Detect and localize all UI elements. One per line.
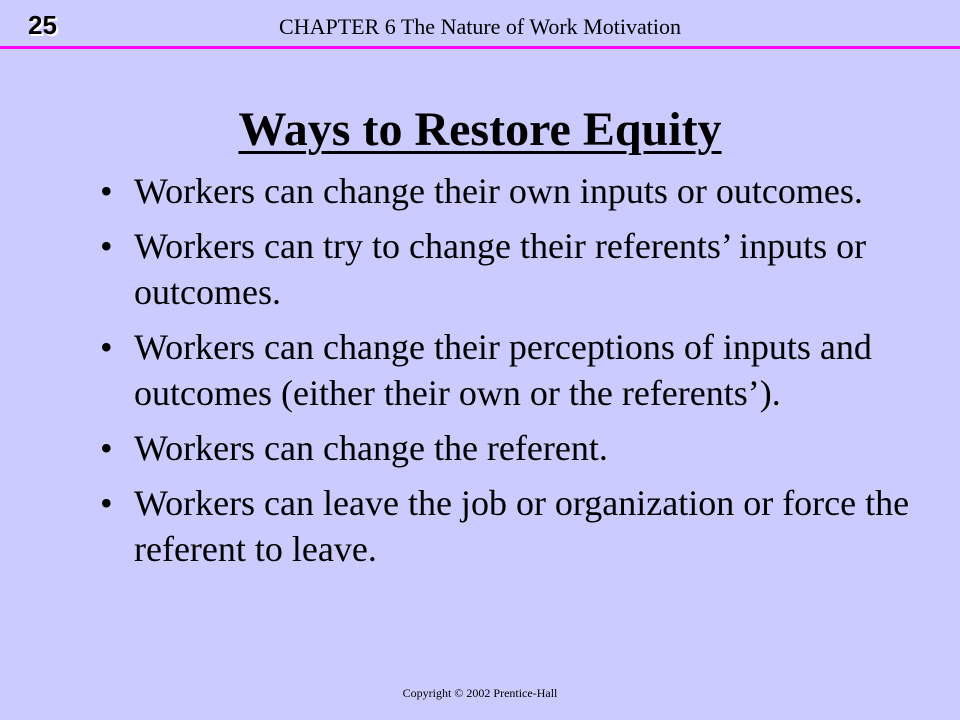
copyright-footer: Copyright © 2002 Prentice-Hall: [402, 686, 558, 700]
bullet-dot-icon: •: [100, 226, 113, 266]
slide-title: [0, 100, 960, 160]
bullet-text: Workers can change the referent.: [134, 428, 608, 468]
bullet-text: Workers can leave the job or organization or force the referent to leave.: [134, 483, 910, 569]
slide-title-text: Ways to Restore Equity: [238, 103, 722, 156]
bullet-item: [100, 480, 940, 572]
bullet-dot-icon: •: [100, 327, 113, 367]
bullet-dot-icon: •: [100, 483, 113, 523]
bullet-item: [100, 168, 940, 214]
slide-number: 25: [28, 10, 57, 40]
header-divider: [0, 46, 960, 49]
bullet-dot-icon: •: [100, 171, 113, 211]
chapter-header: CHAPTER 6 The Nature of Work Motivation: [279, 14, 681, 39]
bullet-text: Workers can try to change their referents’ inputs or outcomes.: [134, 226, 867, 312]
bullet-item: [100, 425, 940, 471]
bullet-dot-icon: •: [100, 428, 113, 468]
bullet-text: Workers can change their perceptions of inputs and outcomes (either their own or the referents’).: [134, 327, 872, 413]
bullet-list: [100, 168, 940, 581]
bullet-item: [100, 324, 940, 416]
bullet-item: [100, 223, 940, 315]
bullet-text: Workers can change their own inputs or outcomes.: [134, 171, 863, 211]
